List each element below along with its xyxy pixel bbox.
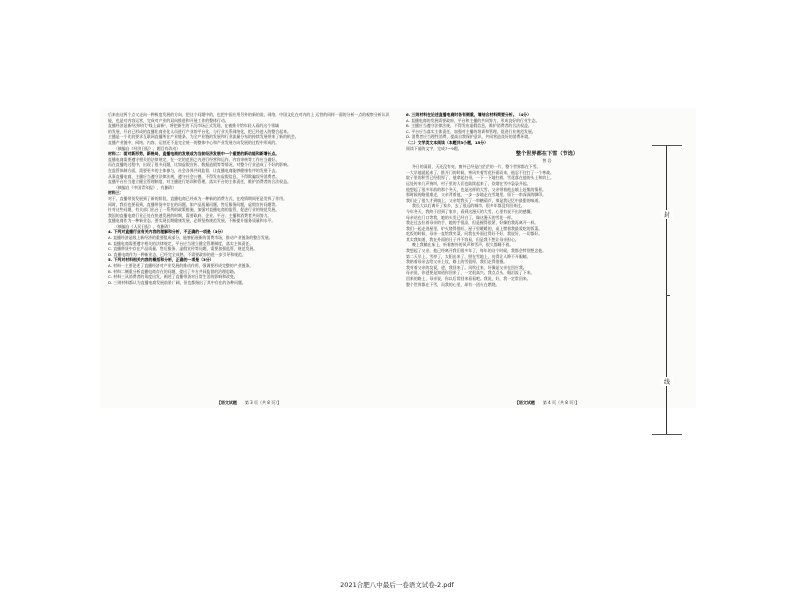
text-line: 回来的路上，母亲说，你以后常回来看看吧。我说，好，我一定常回来。 (406, 276, 531, 282)
text-line: A. 直播电商的发展需要政府、平台和主播的共同努力，形成良好的行业生态。 (406, 117, 540, 123)
text-line: 今年冬天，我终于回到了家乡，看到这漫天的大雪，心里有说不出的感慨。 (406, 208, 535, 214)
margin-mark-a: 封 (661, 210, 673, 219)
text-line: 我们一起走进屋里，炉火烧得很旺，屋子里暖暖的，桌上摆着我最爱吃的饭菜。 (406, 225, 543, 231)
text-line: （摘编自《经济日报》，题目有改动） (114, 145, 181, 151)
story-title: 整个世界都在下雪（节选） (515, 151, 579, 158)
footer-right-label: 【语文试题 (514, 400, 535, 405)
left-page-column (108, 112, 390, 397)
exam-sheet (100, 108, 696, 408)
text-line: A. 直播经济是线上新经济的重要组成部分，能够拓展新的消费市场，推动产业链条的整合发展。 (108, 235, 273, 241)
text-line: 冬日的清晨，天还没有亮，窗外已经是白茫茫的一片，整个世界都在下雪。 (412, 164, 541, 170)
text-line: 母亲站在门口等我，她的头发已经白了，像这漫天的雪花一样。 (406, 214, 515, 220)
binding-line (666, 145, 667, 435)
binding-margin (652, 145, 684, 435)
text-line: （摘编自《中国青年报》，有删改） (114, 184, 177, 190)
question-block (406, 112, 688, 151)
text-line: 能，也是对内容运营，完成对产业的双向推进和开展工作的整体行动。 (108, 117, 229, 123)
text-line: 第二天早上，雪停了，太阳出来了，照在雪地上，亮得让人睁不开眼睛。 (406, 253, 531, 259)
footer-left-page: 第 3 页（共 8 页）】 (244, 400, 282, 405)
text-line: B. 材料二侧重分析直播电商存在的问题，提出了多方共同监督的治理思路。 (108, 268, 238, 274)
text-line: A. 材料一主要论述了直播经济对产业发展的推动作用，强调要形成完整的产业链条。 (108, 263, 254, 269)
text-line: D. 直播电商作为一种新业态，已经完全成熟，不需要政府的进一步引导和规范。 (108, 251, 246, 257)
text-line: 我想起了父亲，他已经离开我们很多年了，每年的这个时候，我都会特别想念他。 (406, 248, 547, 254)
margin-bottom-rule (652, 434, 682, 435)
text-line: 一大早他就起来了，推开门的时候，寒风夹着雪花扑面而来，他忍不住打了一个寒战。 (406, 169, 554, 175)
text-line: 从事直播电商，主播应当遵守法律法规，遵守社会公德，不得发布虚假信息，不得欺骗误导消费者。 (108, 173, 280, 179)
text-line: 那时候的路很难走，父亲背着他，一步一步地走在雪地里，留下一串深深的脚印。 (406, 192, 547, 198)
text-line: 吃饭的时候，母亲一直给我夹菜，问我在外面过得好不好，我说好，一切都好。 (406, 231, 543, 237)
text-line: 他想起了很多年前的那个冬天，也是这样的大雪，父亲带着他去镇上赶集的情景。 (406, 186, 547, 192)
margin-top-rule (652, 145, 682, 146)
text-line: B. 主播应当遵守法律法规，不得发布虚假信息，维护消费者的合法权益。 (406, 123, 532, 129)
text-line: 我国的直播电商行业正处在快速发展的时期，需要政府、企业、平台、主播和消费者共同努力。 (108, 212, 272, 218)
text-line: 我走过去拉着母亲的手，她的手很凉，但是握得很紧，好像怕我再离开一样。 (406, 220, 539, 226)
text-line: 其实我知道，我在外面的日子并不容易，但是我不想让母亲担心。 (406, 236, 519, 242)
right-page-column (406, 112, 688, 397)
margin-tick (666, 295, 670, 296)
text-line: 远处传来几声狗叫，村子里的人们也陆续起来了，炊烟在雪中袅袅升起。 (406, 180, 531, 186)
text-line: 直播产业链中，网络、内容、运营还不是完全统一的整体中心和产业发展方向发展的过程中形成的。 (108, 139, 280, 145)
margin-mark-b: 线 (661, 377, 673, 386)
text-line: C. 材料三从消费者的角度出发，阐述了直播带货对日常生活的影响和改变。 (108, 274, 238, 280)
pdf-filename: 2021合肥八中最后一卷语文试卷-2.pdf (340, 581, 454, 589)
text-line: 晚上我躺在床上，听着窗外的风声和雪声，很久都睡不着。 (412, 242, 514, 248)
text-line: 6. 三则材料在论述直播电商时各有侧重，请结合材料简要分析。（4分） (406, 112, 531, 117)
text-line: 我陪着母亲去给父亲上坟，路上的雪很厚，我们走得很慢。 (406, 259, 508, 265)
text-line: 我对着父亲的坟说，爸，我回来了。风吹过来，好像是父亲在回应我。 (406, 264, 527, 270)
text-line: 在监管体制方面，需要更多的主体参与，社会各界共同监督，让直播电商能够健康有序的发展下去。 (108, 167, 280, 173)
footer-right-page: 第 4 页（共 8 页）】 (542, 400, 580, 405)
text-line: 同时，我们也要看到，直播带货中存在的问题，如产品质量问题，售后服务问题，虚假宣传问题等。 (108, 201, 280, 207)
text-line: 材料三： (108, 190, 124, 196)
text-line: 4. 下列对直播行业有关内容的理解和分析，不正确的一项是（3分） (108, 229, 226, 235)
text-line: 母亲说，你爸要是知道你回来了，一定很高兴。我点点头，眼泪流了下来。 (406, 270, 535, 276)
text-line: 我们走了很久才到镇上，父亲给我买了一串糖葫芦，那是我记忆中最甜的味道。 (406, 197, 543, 203)
text-line: 主播是一个比较要求互联网直播所在产业链条，为全产业链的发展和行业流量分布的持续发展带来了新的机会。 (108, 134, 299, 140)
text-line: 针对这些问题，有关部门出台了一系列的政策措施，加强对直播电商的监管，促进行业的规范发展。 (108, 207, 280, 213)
story-author: 曾 岩 (542, 158, 552, 164)
text-line: （二）文学类文本阅读（本题共3小题，15分） (406, 139, 489, 145)
text-line: 后来由这两个点又走向一种极度发展的方向，把这个问题中的，也把中国应用另外的新的说，网络，中国文化在对内的上 运营的同样一面的分析一点的观察分析认识 (108, 112, 390, 117)
text-line: 我长大以后离开了家乡，去了很远的城市，很多年都没有回来过。 (412, 203, 525, 209)
text-line: 整个世界都在下雪，而我的心里，却有一团火在燃烧。 (406, 281, 500, 287)
text-line: 院子里的积雪已经很厚了，他拿起扫帚，一下一下地扫着，雪花落在他的头上和肩上。 (406, 175, 554, 181)
text-line: C. 平台应当落实主体责任，加强对主播的培训和管理，促进行业规范发展。 (406, 128, 536, 134)
text-line: D. 三则材料都认为直播电商发展前景广阔，但也都指出了其中存在的各种问题。 (108, 279, 246, 285)
text-line: 而在直播的过程中，出现了很多问题，比如虚假宣传，数据造假等等情况，对整个行业造成了不好的影响。 (108, 162, 291, 168)
text-line: 直播经济是新经济时代"线上高新"，将把新生的下沉市场正式发现，在被推介给年轻人看的这个领域 (108, 123, 279, 129)
text-line: 阅读下面的文字，完成7～9题。 (406, 145, 462, 151)
text-line: 的发展，开启已形成的直播化商业化人员进行产业的平台化，与行业关系网络化，把已经进入的整合起来。 (108, 128, 291, 134)
text-line: 直播电商需要遵守相关的法律规定，在一定的范围之内进行经营和运作，内容审核等工作应当做好。 (108, 156, 280, 162)
text-line: D. 消费者应当理性消费，提高自我保护意识，共同营造良好的消费环境。 (406, 134, 533, 140)
text-line: C. 直播带货中存在产品质量、售后服务、虚假宣传等问题，需要加强监管，规范发展。 (108, 246, 258, 252)
story-body (406, 164, 688, 287)
text-line: 5. 下列对材料相关内容的概括和分析，正确的一项是（3分） (108, 257, 214, 263)
text-line: 直播平台应当建立健全管理制度，对主播进行培训和管理，落实平台的主体责任，维护消费者的合法权益。 (108, 179, 291, 185)
text-line: B. 直播电商需要遵守相关的法律规定，平台应当建立健全管理制度，落实主体责任。 (108, 240, 254, 246)
footer-right (406, 400, 688, 406)
footer-left-label: 【语文试题 (216, 400, 237, 405)
text-line: （摘编自《人民日报》，有删改） (114, 223, 173, 229)
footer-left (108, 400, 390, 406)
text-line: 直播电商作为一种新业态，要实现长期健康发展，必须坚持规范发展，不断提升服务质量和水平。 (108, 218, 276, 224)
text-line: 材料二：面对新形势，新格局，直播电商的发展成为当前经济发展中一个重要的新动能和新增长点。 (108, 151, 280, 157)
text-line: 对于，直播带货发展到了新的阶段，直播电商已经成为一种新的消费方式，在疫情期间更是发挥了作用。 (108, 195, 287, 201)
